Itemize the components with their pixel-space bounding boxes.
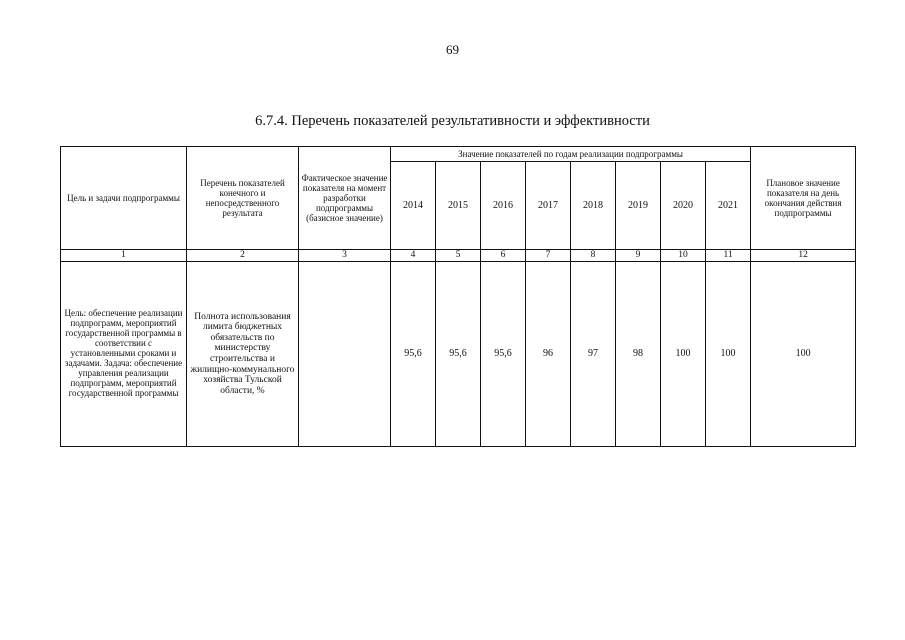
header-indicators-list: Перечень показателей конечного и непосредственного результата — [187, 147, 299, 250]
planned-value-cell: 100 — [751, 262, 856, 447]
header-actual-value: Фактическое значение показателя на момент разработки подпрограммы (базисное значение) — [299, 147, 391, 250]
header-year: 2017 — [526, 162, 571, 250]
section-title: 6.7.4. Перечень показателей результативности и эффективности — [255, 113, 650, 129]
year-value-cell: 100 — [661, 262, 706, 447]
year-value-cell: 98 — [616, 262, 661, 447]
header-yearly-values: Значение показателей по годам реализации подпрограммы — [391, 147, 751, 162]
column-number: 7 — [526, 250, 571, 262]
column-number: 8 — [571, 250, 616, 262]
header-year: 2015 — [436, 162, 481, 250]
year-value-cell: 100 — [706, 262, 751, 447]
column-number: 6 — [481, 250, 526, 262]
goal-cell: Цель: обеспечение реализации подпрограмм, мероприятий государственной программы в соответствии с установленными сроками и задачами. Задача: обеспечение управления реализации подпрограмм, мероприятий государственной программы — [61, 262, 187, 447]
indicator-cell: Полнота использования лимита бюджетных обязательств по министерству строительства и жилищно-коммунального хозяйства Тульской области, % — [187, 262, 299, 447]
actual-value-cell — [299, 262, 391, 447]
column-number: 12 — [751, 250, 856, 262]
column-number: 10 — [661, 250, 706, 262]
column-number: 1 — [61, 250, 187, 262]
header-year: 2014 — [391, 162, 436, 250]
year-value-cell: 97 — [571, 262, 616, 447]
header-year: 2016 — [481, 162, 526, 250]
header-year: 2019 — [616, 162, 661, 250]
year-value-cell: 95,6 — [391, 262, 436, 447]
year-value-cell: 95,6 — [481, 262, 526, 447]
column-number: 5 — [436, 250, 481, 262]
year-value-cell: 96 — [526, 262, 571, 447]
column-number-row — [61, 250, 856, 262]
column-number: 3 — [299, 250, 391, 262]
column-number: 9 — [616, 250, 661, 262]
header-year: 2018 — [571, 162, 616, 250]
indicators-table — [60, 146, 856, 447]
header-planned-value: Плановое значение показателя на день окончания действия подпрограммы — [751, 147, 856, 250]
table-row — [61, 262, 856, 447]
year-value-cell: 95,6 — [436, 262, 481, 447]
column-number: 11 — [706, 250, 751, 262]
column-number: 2 — [187, 250, 299, 262]
page-number: 69 — [446, 42, 459, 57]
column-number: 4 — [391, 250, 436, 262]
header-year: 2021 — [706, 162, 751, 250]
header-year: 2020 — [661, 162, 706, 250]
header-goal: Цель и задачи подпрограммы — [61, 147, 187, 250]
